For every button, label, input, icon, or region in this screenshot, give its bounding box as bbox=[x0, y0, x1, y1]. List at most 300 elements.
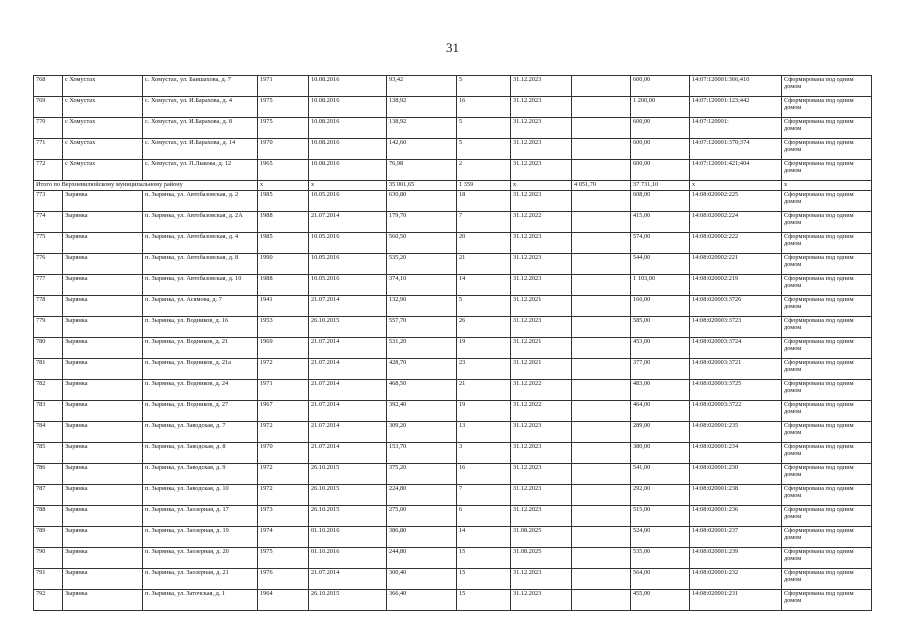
extra-area-cell bbox=[572, 548, 631, 569]
cost-cell: 464,00 bbox=[631, 401, 690, 422]
table-row bbox=[34, 338, 872, 359]
cadastral-number-cell: 14:08:020002:221 bbox=[690, 254, 782, 275]
address-cell: п. Зырянка, ул. Заводская, д. 9 bbox=[143, 464, 258, 485]
address-cell: с. Хомустах, ул. П.Лыкова, д. 12 bbox=[143, 160, 258, 181]
address-cell: п. Зырянка, ул. Автобазовская, д. 2А bbox=[143, 212, 258, 233]
extra-area-cell bbox=[572, 590, 631, 611]
total-cell: 1 359 bbox=[457, 181, 511, 191]
cadastral-number-cell: 14:08:020003:3721 bbox=[690, 359, 782, 380]
row-number-cell: 775 bbox=[34, 233, 63, 254]
extra-area-cell bbox=[572, 506, 631, 527]
table-row bbox=[34, 139, 872, 160]
area-cell: 375,20 bbox=[387, 464, 457, 485]
row-number-cell: 786 bbox=[34, 464, 63, 485]
deadline-cell: 31.12.2023 bbox=[511, 160, 572, 181]
row-number-cell: 774 bbox=[34, 212, 63, 233]
address-cell: п. Зырянка, ул. Заозерная, д. 20 bbox=[143, 548, 258, 569]
table-row bbox=[34, 443, 872, 464]
build-year-cell: 1964 bbox=[258, 590, 309, 611]
table-row bbox=[34, 191, 872, 212]
deadline-cell: 31.12.2021 bbox=[511, 338, 572, 359]
area-cell: 244,80 bbox=[387, 548, 457, 569]
settlement-cell: Зырянка bbox=[63, 191, 143, 212]
table-row bbox=[34, 160, 872, 181]
extra-area-cell bbox=[572, 569, 631, 590]
build-year-cell: 1985 bbox=[258, 191, 309, 212]
build-year-cell: 1972 bbox=[258, 422, 309, 443]
total-cell: 4 051,70 bbox=[572, 181, 631, 191]
note-cell: Сформирована под одним домом bbox=[782, 338, 872, 359]
settlement-cell: с Хомустах bbox=[63, 139, 143, 160]
date-cell: 21.07.2014 bbox=[309, 569, 387, 590]
area-cell: 179,70 bbox=[387, 212, 457, 233]
total-cell: x bbox=[690, 181, 782, 191]
area-cell: 468,50 bbox=[387, 380, 457, 401]
settlement-cell: с Хомустах bbox=[63, 118, 143, 139]
deadline-cell: 31.12.2023 bbox=[511, 233, 572, 254]
build-year-cell: 1967 bbox=[258, 401, 309, 422]
cost-cell: 600,00 bbox=[631, 139, 690, 160]
row-number-cell: 784 bbox=[34, 422, 63, 443]
cadastral-number-cell: 14:08:020003:3724 bbox=[690, 338, 782, 359]
note-cell: Сформирована под одним домом bbox=[782, 275, 872, 296]
settlement-cell: Зырянка bbox=[63, 590, 143, 611]
note-cell: Сформирована под одним домом bbox=[782, 401, 872, 422]
date-cell: 01.10.2016 bbox=[309, 527, 387, 548]
row-number-cell: 779 bbox=[34, 317, 63, 338]
date-cell: 21.07.2014 bbox=[309, 212, 387, 233]
settlement-cell: Зырянка bbox=[63, 401, 143, 422]
area-cell: 428,70 bbox=[387, 359, 457, 380]
table-row bbox=[34, 590, 872, 611]
date-cell: 10.08.2016 bbox=[309, 76, 387, 97]
cost-cell: 608,00 bbox=[631, 191, 690, 212]
date-cell: 26.10.2015 bbox=[309, 485, 387, 506]
table-row bbox=[34, 569, 872, 590]
residents-cell: 5 bbox=[457, 118, 511, 139]
cadastral-number-cell: 14:08:020001:232 bbox=[690, 569, 782, 590]
cost-cell: 574,00 bbox=[631, 233, 690, 254]
row-number-cell: 773 bbox=[34, 191, 63, 212]
address-cell: п. Зырянка, ул. Водников, д. 21 bbox=[143, 338, 258, 359]
date-cell: 26.10.2015 bbox=[309, 590, 387, 611]
area-cell: 630,80 bbox=[387, 191, 457, 212]
cadastral-number-cell: 14:08:020001:236 bbox=[690, 506, 782, 527]
extra-area-cell bbox=[572, 317, 631, 338]
cadastral-number-cell: 14:08:020003:3725 bbox=[690, 380, 782, 401]
date-cell: 10.08.2016 bbox=[309, 160, 387, 181]
extra-area-cell bbox=[572, 359, 631, 380]
residents-cell: 6 bbox=[457, 506, 511, 527]
deadline-cell: 31.12.2023 bbox=[511, 569, 572, 590]
note-cell: Сформирована под одним домом bbox=[782, 548, 872, 569]
date-cell: 21.07.2014 bbox=[309, 359, 387, 380]
row-number-cell: 778 bbox=[34, 296, 63, 317]
address-cell: п. Зырянка, ул. Водников, д. 21а bbox=[143, 359, 258, 380]
address-cell: п. Зырянка, ул. Водников, д. 16 bbox=[143, 317, 258, 338]
note-cell: Сформирована под одним домом bbox=[782, 527, 872, 548]
area-cell: 132,90 bbox=[387, 296, 457, 317]
area-cell: 93,42 bbox=[387, 76, 457, 97]
note-cell: Сформирована под одним домом bbox=[782, 296, 872, 317]
cost-cell: 1 200,00 bbox=[631, 97, 690, 118]
cadastral-number-cell: 14:07:120001:421;404 bbox=[690, 160, 782, 181]
area-cell: 531,20 bbox=[387, 338, 457, 359]
date-cell: 26.10.2015 bbox=[309, 317, 387, 338]
cost-cell: 535,00 bbox=[631, 548, 690, 569]
row-number-cell: 783 bbox=[34, 401, 63, 422]
extra-area-cell bbox=[572, 275, 631, 296]
cost-cell: 585,00 bbox=[631, 317, 690, 338]
table-row bbox=[34, 76, 872, 97]
row-number-cell: 782 bbox=[34, 380, 63, 401]
deadline-cell: 31.12.2021 bbox=[511, 359, 572, 380]
residents-cell: 18 bbox=[457, 191, 511, 212]
housing-registry-table bbox=[33, 75, 872, 611]
deadline-cell: 31.08.2025 bbox=[511, 527, 572, 548]
date-cell: 10.05.2016 bbox=[309, 275, 387, 296]
deadline-cell: 31.12.2023 bbox=[511, 317, 572, 338]
address-cell: п. Зырянка, ул. Заточская, д. 1 bbox=[143, 590, 258, 611]
cadastral-number-cell: 14:08:020002:219 bbox=[690, 275, 782, 296]
address-cell: п. Зырянка, ул. Заозерная, д. 17 bbox=[143, 506, 258, 527]
row-number-cell: 772 bbox=[34, 160, 63, 181]
settlement-cell: Зырянка bbox=[63, 296, 143, 317]
cadastral-number-cell: 14:07:120001: bbox=[690, 118, 782, 139]
settlement-cell: с Хомустах bbox=[63, 160, 143, 181]
settlement-cell: Зырянка bbox=[63, 275, 143, 296]
settlement-cell: Зырянка bbox=[63, 569, 143, 590]
total-cell: x bbox=[309, 181, 387, 191]
table-row bbox=[34, 233, 872, 254]
note-cell: Сформирована под одним домом bbox=[782, 443, 872, 464]
note-cell: Сформирована под одним домом bbox=[782, 254, 872, 275]
deadline-cell: 31.12.2023 bbox=[511, 506, 572, 527]
deadline-cell: 31.12.2023 bbox=[511, 422, 572, 443]
residents-cell: 5 bbox=[457, 139, 511, 160]
residents-cell: 14 bbox=[457, 527, 511, 548]
note-cell: Сформирована под одним домом bbox=[782, 359, 872, 380]
table-row bbox=[34, 317, 872, 338]
settlement-cell: Зырянка bbox=[63, 233, 143, 254]
date-cell: 10.05.2016 bbox=[309, 233, 387, 254]
build-year-cell: 1971 bbox=[258, 380, 309, 401]
total-cell: 35 001,65 bbox=[387, 181, 457, 191]
address-cell: п. Зырянка, ул. Автобазовская, д. 4 bbox=[143, 233, 258, 254]
build-year-cell: 1975 bbox=[258, 548, 309, 569]
cost-cell: 1 103,00 bbox=[631, 275, 690, 296]
extra-area-cell bbox=[572, 254, 631, 275]
note-cell: Сформирована под одним домом bbox=[782, 191, 872, 212]
cadastral-number-cell: 14:07:120001:123;442 bbox=[690, 97, 782, 118]
date-cell: 01.10.2016 bbox=[309, 548, 387, 569]
residents-cell: 15 bbox=[457, 590, 511, 611]
cost-cell: 289,00 bbox=[631, 422, 690, 443]
build-year-cell: 1975 bbox=[258, 97, 309, 118]
total-cell: 37 731,10 bbox=[631, 181, 690, 191]
residents-cell: 19 bbox=[457, 338, 511, 359]
row-number-cell: 788 bbox=[34, 506, 63, 527]
table-row bbox=[34, 380, 872, 401]
extra-area-cell bbox=[572, 191, 631, 212]
build-year-cell: 1970 bbox=[258, 139, 309, 160]
row-number-cell: 769 bbox=[34, 97, 63, 118]
area-cell: 309,20 bbox=[387, 422, 457, 443]
table-body bbox=[34, 76, 872, 611]
settlement-cell: Зырянка bbox=[63, 359, 143, 380]
deadline-cell: 31.12.2023 bbox=[511, 275, 572, 296]
settlement-cell: Зырянка bbox=[63, 254, 143, 275]
settlement-cell: Зырянка bbox=[63, 422, 143, 443]
note-cell: Сформирована под одним домом bbox=[782, 233, 872, 254]
address-cell: п. Зырянка, ул. Водников, д. 24 bbox=[143, 380, 258, 401]
residents-cell: 16 bbox=[457, 464, 511, 485]
table-row bbox=[34, 485, 872, 506]
build-year-cell: 1988 bbox=[258, 275, 309, 296]
note-cell: Сформирована под одним домом bbox=[782, 506, 872, 527]
residents-cell: 7 bbox=[457, 212, 511, 233]
cost-cell: 483,00 bbox=[631, 380, 690, 401]
settlement-cell: Зырянка bbox=[63, 443, 143, 464]
row-number-cell: 777 bbox=[34, 275, 63, 296]
address-cell: п. Зырянка, ул. Заводская, д. 10 bbox=[143, 485, 258, 506]
row-number-cell: 770 bbox=[34, 118, 63, 139]
cost-cell: 292,00 bbox=[631, 485, 690, 506]
total-row bbox=[34, 181, 872, 191]
note-cell: Сформирована под одним домом bbox=[782, 76, 872, 97]
date-cell: 26.10.2015 bbox=[309, 506, 387, 527]
table-row bbox=[34, 527, 872, 548]
residents-cell: 26 bbox=[457, 317, 511, 338]
residents-cell: 21 bbox=[457, 380, 511, 401]
settlement-cell: Зырянка bbox=[63, 527, 143, 548]
area-cell: 224,80 bbox=[387, 485, 457, 506]
table-row bbox=[34, 118, 872, 139]
table-row bbox=[34, 359, 872, 380]
address-cell: п. Зырянка, ул. Заозерная, д. 21 bbox=[143, 569, 258, 590]
cadastral-number-cell: 14:08:020003:3723 bbox=[690, 317, 782, 338]
cadastral-number-cell: 14:08:020001:231 bbox=[690, 590, 782, 611]
residents-cell: 5 bbox=[457, 76, 511, 97]
cadastral-number-cell: 14:08:020001:230 bbox=[690, 464, 782, 485]
deadline-cell: 31.12.2023 bbox=[511, 191, 572, 212]
note-cell: Сформирована под одним домом bbox=[782, 464, 872, 485]
address-cell: с. Хомустах, ул. И.Барахова, д. 8 bbox=[143, 118, 258, 139]
extra-area-cell bbox=[572, 233, 631, 254]
area-cell: 374,10 bbox=[387, 275, 457, 296]
build-year-cell: 1972 bbox=[258, 464, 309, 485]
residents-cell: 20 bbox=[457, 233, 511, 254]
residents-cell: 15 bbox=[457, 548, 511, 569]
build-year-cell: 1990 bbox=[258, 254, 309, 275]
residents-cell: 19 bbox=[457, 401, 511, 422]
row-number-cell: 768 bbox=[34, 76, 63, 97]
extra-area-cell bbox=[572, 76, 631, 97]
date-cell: 21.07.2014 bbox=[309, 401, 387, 422]
table-row bbox=[34, 422, 872, 443]
cadastral-number-cell: 14:07:120001:370;374 bbox=[690, 139, 782, 160]
deadline-cell: 31.12.2023 bbox=[511, 76, 572, 97]
cadastral-number-cell: 14:07:120001:366;410 bbox=[690, 76, 782, 97]
row-number-cell: 792 bbox=[34, 590, 63, 611]
cadastral-number-cell: 14:08:020002:222 bbox=[690, 233, 782, 254]
date-cell: 21.07.2014 bbox=[309, 296, 387, 317]
settlement-cell: Зырянка bbox=[63, 338, 143, 359]
date-cell: 10.08.2016 bbox=[309, 97, 387, 118]
address-cell: п. Зырянка, ул. Заводская, д. 8 bbox=[143, 443, 258, 464]
address-cell: с. Хомустах, ул. И.Барахова, д. 4 bbox=[143, 97, 258, 118]
date-cell: 10.08.2016 bbox=[309, 118, 387, 139]
cadastral-number-cell: 14:08:020001:237 bbox=[690, 527, 782, 548]
residents-cell: 23 bbox=[457, 359, 511, 380]
deadline-cell: 31.12.2023 bbox=[511, 590, 572, 611]
build-year-cell: 1972 bbox=[258, 485, 309, 506]
cost-cell: 415,00 bbox=[631, 212, 690, 233]
residents-cell: 2 bbox=[457, 160, 511, 181]
cadastral-number-cell: 14:08:020003:3726 bbox=[690, 296, 782, 317]
cadastral-number-cell: 14:08:020003:3722 bbox=[690, 401, 782, 422]
date-cell: 21.07.2014 bbox=[309, 380, 387, 401]
build-year-cell: 1973 bbox=[258, 506, 309, 527]
cost-cell: 380,00 bbox=[631, 443, 690, 464]
note-cell: Сформирована под одним домом bbox=[782, 422, 872, 443]
date-cell: 21.07.2014 bbox=[309, 443, 387, 464]
deadline-cell: 31.12.2022 bbox=[511, 401, 572, 422]
area-cell: 366,40 bbox=[387, 590, 457, 611]
row-number-cell: 785 bbox=[34, 443, 63, 464]
table-row bbox=[34, 97, 872, 118]
table-row bbox=[34, 296, 872, 317]
table-row bbox=[34, 275, 872, 296]
row-number-cell: 771 bbox=[34, 139, 63, 160]
date-cell: 21.07.2014 bbox=[309, 422, 387, 443]
extra-area-cell bbox=[572, 485, 631, 506]
residents-cell: 16 bbox=[457, 97, 511, 118]
cost-cell: 600,00 bbox=[631, 76, 690, 97]
build-year-cell: 1985 bbox=[258, 233, 309, 254]
address-cell: с. Хомустах, ул. Баишахова, д. 7 bbox=[143, 76, 258, 97]
extra-area-cell bbox=[572, 338, 631, 359]
area-cell: 275,00 bbox=[387, 506, 457, 527]
settlement-cell: Зырянка bbox=[63, 506, 143, 527]
area-cell: 560,50 bbox=[387, 233, 457, 254]
row-number-cell: 789 bbox=[34, 527, 63, 548]
area-cell: 76,98 bbox=[387, 160, 457, 181]
settlement-cell: с Хомустах bbox=[63, 97, 143, 118]
note-cell: Сформирована под одним домом bbox=[782, 485, 872, 506]
address-cell: п. Зырянка, ул. Автобазовская, д. 2 bbox=[143, 191, 258, 212]
area-cell: 557,70 bbox=[387, 317, 457, 338]
build-year-cell: 1975 bbox=[258, 118, 309, 139]
residents-cell: 15 bbox=[457, 569, 511, 590]
note-cell: Сформирована под одним домом bbox=[782, 139, 872, 160]
deadline-cell: 31.08.2025 bbox=[511, 548, 572, 569]
extra-area-cell bbox=[572, 160, 631, 181]
settlement-cell: Зырянка bbox=[63, 380, 143, 401]
residents-cell: 14 bbox=[457, 275, 511, 296]
area-cell: 138,92 bbox=[387, 97, 457, 118]
extra-area-cell bbox=[572, 380, 631, 401]
note-cell: Сформирована под одним домом bbox=[782, 380, 872, 401]
address-cell: п. Зырянка, ул. Водников, д. 27 bbox=[143, 401, 258, 422]
date-cell: 10.05.2016 bbox=[309, 191, 387, 212]
deadline-cell: 31.12.2022 bbox=[511, 212, 572, 233]
cost-cell: 541,00 bbox=[631, 464, 690, 485]
settlement-cell: Зырянка bbox=[63, 485, 143, 506]
build-year-cell: 1970 bbox=[258, 443, 309, 464]
address-cell: п. Зырянка, ул. Автобазовская, д. 10 bbox=[143, 275, 258, 296]
extra-area-cell bbox=[572, 139, 631, 160]
extra-area-cell bbox=[572, 97, 631, 118]
extra-area-cell bbox=[572, 422, 631, 443]
settlement-cell: Зырянка bbox=[63, 548, 143, 569]
row-number-cell: 790 bbox=[34, 548, 63, 569]
area-cell: 153,70 bbox=[387, 443, 457, 464]
settlement-cell: с Хомустах bbox=[63, 76, 143, 97]
deadline-cell: 31.12.2023 bbox=[511, 464, 572, 485]
total-label: Итого по Верхневилюйскому муниципальному району bbox=[34, 181, 258, 191]
area-cell: 142,60 bbox=[387, 139, 457, 160]
cost-cell: 564,00 bbox=[631, 569, 690, 590]
note-cell: Сформирована под одним домом bbox=[782, 317, 872, 338]
note-cell: Сформирована под одним домом bbox=[782, 212, 872, 233]
total-cell: x bbox=[511, 181, 572, 191]
address-cell: п. Зырянка, ул. Автобазовская, д. 8 bbox=[143, 254, 258, 275]
settlement-cell: Зырянка bbox=[63, 464, 143, 485]
note-cell: Сформирована под одним домом bbox=[782, 160, 872, 181]
row-number-cell: 776 bbox=[34, 254, 63, 275]
table-row bbox=[34, 548, 872, 569]
note-cell: Сформирована под одним домом bbox=[782, 118, 872, 139]
residents-cell: 21 bbox=[457, 254, 511, 275]
residents-cell: 13 bbox=[457, 422, 511, 443]
cost-cell: 524,00 bbox=[631, 527, 690, 548]
cadastral-number-cell: 14:08:020001:238 bbox=[690, 485, 782, 506]
settlement-cell: Зырянка bbox=[63, 317, 143, 338]
cadastral-number-cell: 14:08:020002:225 bbox=[690, 191, 782, 212]
cadastral-number-cell: 14:08:020001:234 bbox=[690, 443, 782, 464]
deadline-cell: 31.12.2023 bbox=[511, 443, 572, 464]
page-number: 31 bbox=[446, 40, 459, 55]
area-cell: 138,92 bbox=[387, 118, 457, 139]
note-cell: Сформирована под одним домом bbox=[782, 97, 872, 118]
cost-cell: 515,00 bbox=[631, 506, 690, 527]
build-year-cell: 1974 bbox=[258, 527, 309, 548]
row-number-cell: 781 bbox=[34, 359, 63, 380]
cadastral-number-cell: 14:08:020002:224 bbox=[690, 212, 782, 233]
cost-cell: 600,00 bbox=[631, 160, 690, 181]
area-cell: 386,80 bbox=[387, 527, 457, 548]
area-cell: 535,20 bbox=[387, 254, 457, 275]
residents-cell: 5 bbox=[457, 296, 511, 317]
cost-cell: 455,00 bbox=[631, 590, 690, 611]
cadastral-number-cell: 14:08:020001:235 bbox=[690, 422, 782, 443]
note-cell: Сформирована под одним домом bbox=[782, 569, 872, 590]
deadline-cell: 31.12.2022 bbox=[511, 380, 572, 401]
cost-cell: 377,00 bbox=[631, 359, 690, 380]
deadline-cell: 31.12.2023 bbox=[511, 118, 572, 139]
row-number-cell: 791 bbox=[34, 569, 63, 590]
total-cell: x bbox=[258, 181, 309, 191]
cost-cell: 600,00 bbox=[631, 118, 690, 139]
date-cell: 10.08.2016 bbox=[309, 139, 387, 160]
extra-area-cell bbox=[572, 527, 631, 548]
deadline-cell: 31.12.2021 bbox=[511, 296, 572, 317]
deadline-cell: 31.12.2023 bbox=[511, 485, 572, 506]
note-cell: Сформирована под одним домом bbox=[782, 590, 872, 611]
extra-area-cell bbox=[572, 118, 631, 139]
total-cell: x bbox=[782, 181, 872, 191]
